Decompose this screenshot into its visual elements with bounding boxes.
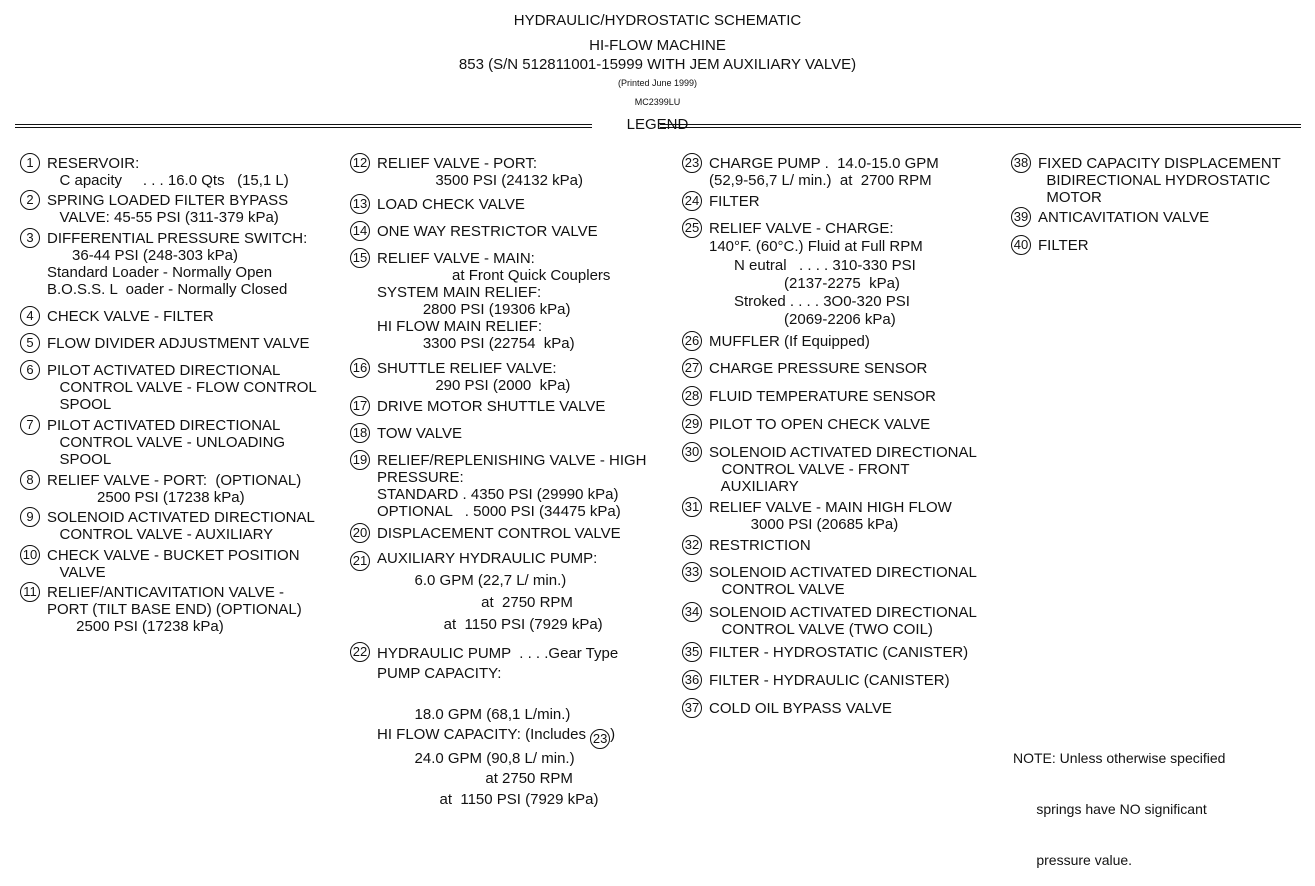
item-line: DIFFERENTIAL PRESSURE SWITCH:	[47, 230, 308, 247]
item-line: SHUTTLE RELIEF VALVE:	[377, 360, 557, 377]
item-line: FILTER - HYDRAULIC (CANISTER)	[709, 672, 950, 689]
item-text	[377, 525, 621, 542]
item-number-circle: 6	[20, 360, 40, 380]
item-text	[709, 700, 892, 717]
item-text	[47, 472, 301, 506]
item-text	[377, 155, 583, 189]
item-text	[709, 333, 870, 350]
item-line: PRESSURE:	[377, 469, 464, 486]
item-line: CONTROL VALVE - FLOW CONTROL	[47, 379, 317, 396]
item-line: 3300 PSI (22754 kPa)	[377, 335, 575, 352]
item-line: FLOW DIVIDER ADJUSTMENT VALVE	[47, 335, 310, 352]
item-line: RELIEF VALVE - MAIN:	[377, 250, 535, 267]
item-text	[47, 155, 289, 189]
item-text	[377, 550, 603, 633]
item-number-circle: 26	[682, 331, 702, 351]
item-line: (52,9-56,7 L/ min.) at 2700 RPM	[709, 172, 932, 189]
item-number-circle: 20	[350, 523, 370, 543]
item-number-circle: 4	[20, 306, 40, 326]
item-text	[709, 537, 811, 554]
item-line: PUMP CAPACITY:	[377, 665, 502, 683]
item-text	[709, 416, 930, 433]
item-number-circle: 19	[350, 450, 370, 470]
item-number-circle: 17	[350, 396, 370, 416]
item-number-circle: 2	[20, 190, 40, 210]
item-line: FIXED CAPACITY DISPLACEMENT	[1038, 155, 1281, 172]
item-line: FILTER - HYDROSTATIC (CANISTER)	[709, 644, 969, 661]
item-line: 290 PSI (2000 kPa)	[377, 377, 571, 394]
item-line: VALVE	[47, 564, 106, 581]
item-line: ONE WAY RESTRICTOR VALVE	[377, 223, 598, 240]
item-line: SOLENOID ACTIVATED DIRECTIONAL	[47, 509, 315, 526]
item-line: SOLENOID ACTIVATED DIRECTIONAL	[709, 564, 977, 581]
item-text	[709, 672, 950, 689]
item-text	[709, 644, 968, 661]
item-line: Standard Loader - Normally Open	[47, 264, 273, 281]
item-line: STANDARD . 4350 PSI (29990 kPa)	[377, 486, 619, 503]
item-number-circle: 40	[1011, 235, 1031, 255]
item-line: AUXILIARY	[709, 478, 799, 495]
item-line: PILOT ACTIVATED DIRECTIONAL	[47, 417, 281, 434]
item-line: at 2750 RPM	[377, 594, 573, 611]
item-number-circle: 9	[20, 507, 40, 527]
item-text	[47, 335, 310, 352]
item-line: N eutral . . . . 310-330 PSI	[709, 256, 916, 274]
item-line: PORT (TILT BASE END) (OPTIONAL)	[47, 601, 302, 618]
item-line: SPOOL	[47, 396, 112, 413]
item-line: 6.0 GPM (22,7 L/ min.)	[377, 572, 567, 589]
item-text	[1038, 155, 1281, 206]
item-line: HYDRAULIC PUMP . . . .Gear Type	[377, 645, 619, 662]
item-line: MOTOR	[1038, 189, 1102, 206]
item-text	[47, 192, 288, 226]
item-number-circle: 1	[20, 153, 40, 173]
item-line: RESERVOIR:	[47, 155, 140, 172]
inline-ref-circle: 23	[590, 729, 610, 749]
item-text	[377, 425, 462, 442]
item-line: PILOT ACTIVATED DIRECTIONAL	[47, 362, 281, 379]
note-line: NOTE: Unless otherwise specified	[1013, 750, 1226, 766]
item-text	[47, 308, 214, 325]
item-text	[47, 509, 315, 543]
item-line: CONTROL VALVE - AUXILIARY	[47, 526, 274, 543]
item-text	[709, 193, 760, 210]
item-line: RELIEF VALVE - PORT:	[377, 155, 538, 172]
item-text	[47, 584, 302, 635]
item-number-circle: 33	[682, 562, 702, 582]
item-line: RELIEF/REPLENISHING VALVE - HIGH	[377, 452, 647, 469]
item-text	[709, 155, 939, 189]
item-number-circle: 37	[682, 698, 702, 718]
item-text	[709, 360, 927, 377]
item-text	[377, 360, 570, 394]
item-line: VALVE: 45-55 PSI (311-379 kPa)	[47, 209, 279, 226]
item-line: at 1150 PSI (7929 kPa)	[377, 790, 599, 808]
item-text	[709, 604, 977, 638]
springs-note	[1013, 716, 1225, 886]
item-line: at Front Quick Couplers	[377, 267, 611, 284]
item-line: TOW VALVE	[377, 425, 463, 442]
item-number-circle: 29	[682, 414, 702, 434]
item-line: MUFFLER (If Equipped)	[709, 333, 870, 350]
item-line: 2500 PSI (17238 kPa)	[47, 618, 224, 635]
item-line: at 2750 RPM	[377, 770, 573, 788]
item-line: 18.0 GPM (68,1 L/min.)	[377, 705, 571, 723]
note-line: springs have NO significant	[1013, 801, 1207, 817]
item-line: HI FLOW MAIN RELIEF:	[377, 318, 543, 335]
item-text	[47, 417, 285, 468]
item-line: COLD OIL BYPASS VALVE	[709, 700, 892, 717]
item-line: SPRING LOADED FILTER BYPASS	[47, 192, 289, 209]
item-line: 24.0 GPM (90,8 L/ min.)	[377, 750, 575, 768]
item-line: BIDIRECTIONAL HYDROSTATIC	[1038, 172, 1271, 189]
item-number-circle: 13	[350, 194, 370, 214]
item-line: CONTROL VALVE	[709, 581, 845, 598]
item-text	[709, 564, 977, 598]
item-number-circle: 12	[350, 153, 370, 173]
item-number-circle: 15	[350, 248, 370, 268]
item-line: DISPLACEMENT CONTROL VALVE	[377, 525, 621, 542]
item-line: B.O.S.S. L oader - Normally Closed	[47, 281, 288, 298]
item-number-circle: 22	[350, 642, 370, 662]
item-line: HI FLOW CAPACITY: (Includes 23 )	[377, 725, 618, 749]
item-line: CHARGE PRESSURE SENSOR	[709, 360, 928, 377]
item-line: C apacity . . . 16.0 Qts (15,1 L)	[47, 172, 289, 189]
item-number-circle: 28	[682, 386, 702, 406]
item-line: RESTRICTION	[709, 537, 811, 554]
item-line: at 1150 PSI (7929 kPa)	[377, 616, 603, 633]
item-number-circle: 14	[350, 221, 370, 241]
item-text	[709, 499, 952, 533]
item-text	[377, 644, 618, 810]
item-number-circle: 5	[20, 333, 40, 353]
item-text	[709, 388, 936, 405]
item-text	[377, 452, 647, 520]
note-line: pressure value.	[1013, 852, 1133, 868]
printed-date: (Printed June 1999)	[617, 78, 698, 88]
item-line: CONTROL VALVE - FRONT	[709, 461, 910, 478]
item-text	[377, 196, 525, 213]
item-line: SOLENOID ACTIVATED DIRECTIONAL	[709, 604, 977, 621]
item-text	[47, 230, 307, 298]
item-number-circle: 16	[350, 358, 370, 378]
item-line: RELIEF VALVE - PORT: (OPTIONAL)	[47, 472, 302, 489]
item-line: RELIEF/ANTICAVITATION VALVE -	[47, 584, 284, 601]
item-number-circle: 23	[682, 153, 702, 173]
item-line: SYSTEM MAIN RELIEF:	[377, 284, 542, 301]
document-code: MC2399LU	[634, 97, 681, 107]
item-line: LOAD CHECK VALVE	[377, 196, 525, 213]
item-line: CHECK VALVE - FILTER	[47, 308, 214, 325]
item-text	[377, 223, 598, 240]
item-text	[47, 547, 300, 581]
item-number-circle: 8	[20, 470, 40, 490]
item-line: FILTER	[709, 193, 760, 210]
item-text	[47, 362, 317, 413]
model-serial: 853 (S/N 512811001-15999 WITH JEM AUXILIARY VALVE)	[458, 56, 857, 73]
item-line: OPTIONAL . 5000 PSI (34475 kPa)	[377, 503, 621, 520]
inline-ref-close: )	[610, 726, 616, 744]
item-line: AUXILIARY HYDRAULIC PUMP:	[377, 550, 598, 567]
item-number-circle: 34	[682, 602, 702, 622]
item-line: 3000 PSI (20685 kPa)	[709, 516, 899, 533]
item-line: 140°F. (60°C.) Fluid at Full RPM	[709, 238, 923, 256]
item-line: 2500 PSI (17238 kPa)	[47, 489, 245, 506]
item-number-circle: 24	[682, 191, 702, 211]
item-number-circle: 3	[20, 228, 40, 248]
item-number-circle: 36	[682, 670, 702, 690]
item-text	[1038, 237, 1089, 254]
item-number-circle: 10	[20, 545, 40, 565]
item-line: CHECK VALVE - BUCKET POSITION	[47, 547, 300, 564]
item-line: RELIEF VALVE - MAIN HIGH FLOW	[709, 499, 952, 516]
item-line	[377, 685, 618, 705]
item-number-circle: 18	[350, 423, 370, 443]
item-number-circle: 38	[1011, 153, 1031, 173]
item-line: FILTER	[1038, 237, 1089, 254]
item-number-circle: 21	[350, 551, 370, 571]
item-number-circle: 25	[682, 218, 702, 238]
item-line: 2800 PSI (19306 kPa)	[377, 301, 571, 318]
legend-label: LEGEND	[626, 116, 689, 133]
item-line: CHARGE PUMP . 14.0-15.0 GPM	[709, 155, 939, 172]
item-text	[709, 220, 923, 330]
item-line: DRIVE MOTOR SHUTTLE VALVE	[377, 398, 606, 415]
item-line: RELIEF VALVE - CHARGE:	[709, 220, 894, 237]
item-line: ANTICAVITATION VALVE	[1038, 209, 1210, 226]
schematic-subtitle: HI-FLOW MACHINE	[589, 37, 726, 54]
item-text	[377, 398, 605, 415]
item-text	[709, 444, 977, 495]
item-line: CONTROL VALVE (TWO COIL)	[709, 621, 933, 638]
item-number-circle: 7	[20, 415, 40, 435]
item-number-circle: 31	[682, 497, 702, 517]
item-number-circle: 35	[682, 642, 702, 662]
item-line: SOLENOID ACTIVATED DIRECTIONAL	[709, 444, 977, 461]
item-number-circle: 30	[682, 442, 702, 462]
item-text	[1038, 209, 1209, 226]
item-number-circle: 39	[1011, 207, 1031, 227]
item-line: Stroked . . . . 3O0-320 PSI	[709, 293, 910, 311]
item-line: (2137-2275 kPa)	[709, 274, 900, 292]
item-number-circle: 11	[20, 582, 40, 602]
item-line: 36-44 PSI (248-303 kPa)	[47, 247, 238, 264]
item-line: PILOT TO OPEN CHECK VALVE	[709, 416, 931, 433]
item-line: 3500 PSI (24132 kPa)	[377, 172, 583, 189]
item-line: (2069-2206 kPa)	[709, 311, 896, 329]
item-line: FLUID TEMPERATURE SENSOR	[709, 388, 936, 405]
schematic-title: HYDRAULIC/HYDROSTATIC SCHEMATIC	[513, 12, 802, 29]
item-line: CONTROL VALVE - UNLOADING	[47, 434, 286, 451]
item-number-circle: 27	[682, 358, 702, 378]
item-number-circle: 32	[682, 535, 702, 555]
item-text	[377, 250, 610, 352]
item-line: SPOOL	[47, 451, 112, 468]
